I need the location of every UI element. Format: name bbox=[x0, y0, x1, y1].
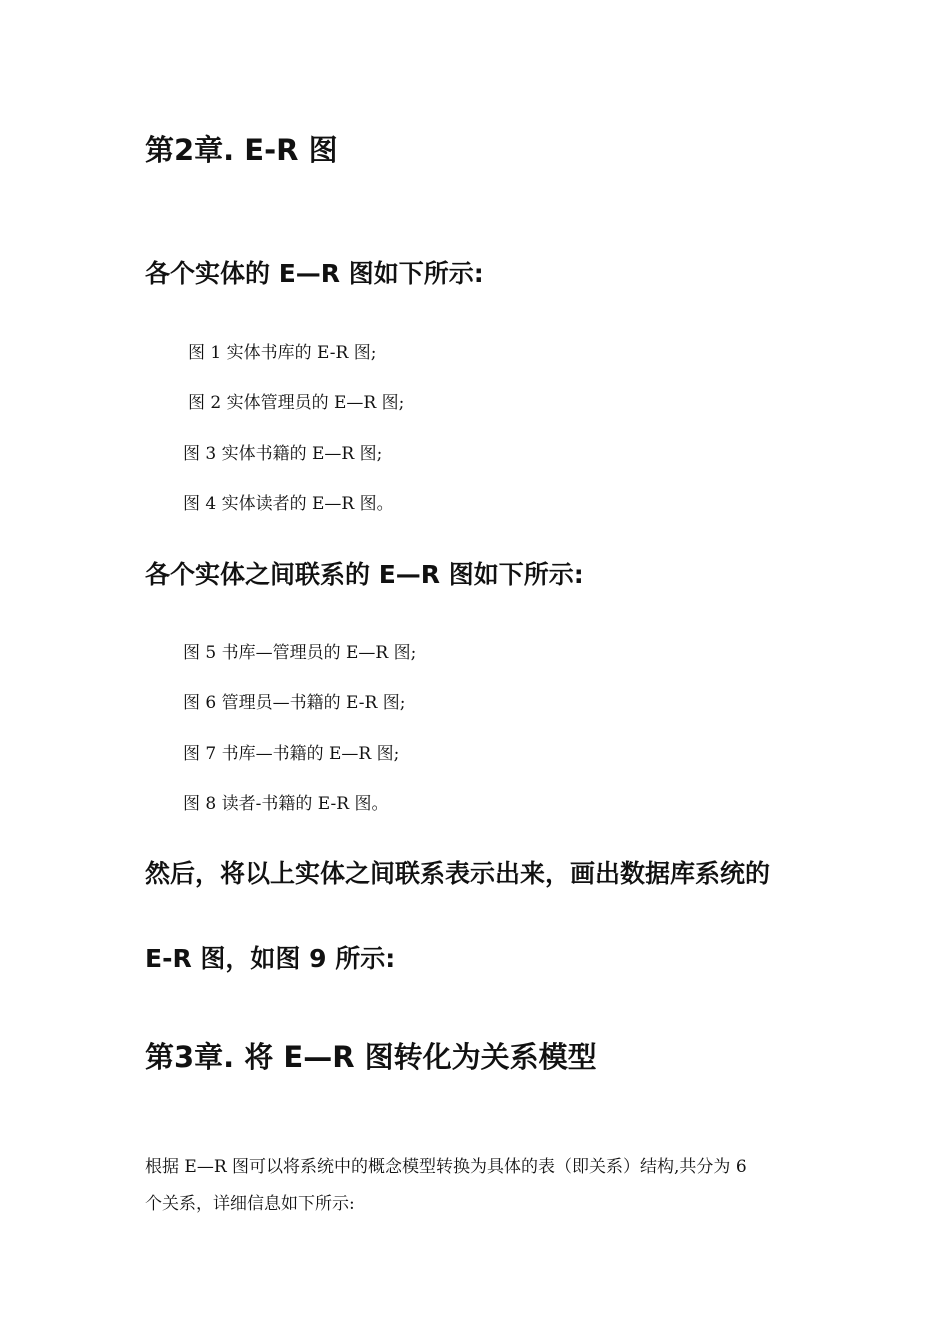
chapter3-paragraph-line-2: 个关系，详细信息如下所示: bbox=[145, 1194, 355, 1214]
summary-line-2: E-R 图，如图 9 所示: bbox=[145, 944, 396, 973]
section-entities-heading: 各个实体的 E—R 图如下所示: bbox=[145, 259, 484, 288]
figure-caption-4: 图 4 实体读者的 E—R 图。 bbox=[183, 494, 394, 514]
figure-caption-7: 图 7 书库—书籍的 E—R 图; bbox=[183, 744, 400, 764]
figure-caption-2: 图 2 实体管理员的 E—R 图; bbox=[188, 393, 405, 413]
figure-caption-6: 图 6 管理员—书籍的 E-R 图; bbox=[183, 693, 406, 713]
figure-caption-5: 图 5 书库—管理员的 E—R 图; bbox=[183, 643, 417, 663]
figure-caption-3: 图 3 实体书籍的 E—R 图; bbox=[183, 444, 383, 464]
chapter3-paragraph-line-1: 根据 E—R 图可以将系统中的概念模型转换为具体的表（即关系）结构,共分为 6 bbox=[145, 1157, 747, 1177]
summary-line-1: 然后，将以上实体之间联系表示出来，画出数据库系统的 bbox=[145, 859, 771, 888]
figure-caption-8: 图 8 读者-书籍的 E-R 图。 bbox=[183, 794, 389, 814]
chapter3-heading: 第3章. 将 E—R 图转化为关系模型 bbox=[145, 1040, 597, 1074]
chapter2-heading: 第2章. E-R 图 bbox=[145, 133, 338, 167]
figure-caption-1: 图 1 实体书库的 E-R 图; bbox=[188, 343, 377, 363]
section-relations-heading: 各个实体之间联系的 E—R 图如下所示: bbox=[145, 560, 584, 589]
